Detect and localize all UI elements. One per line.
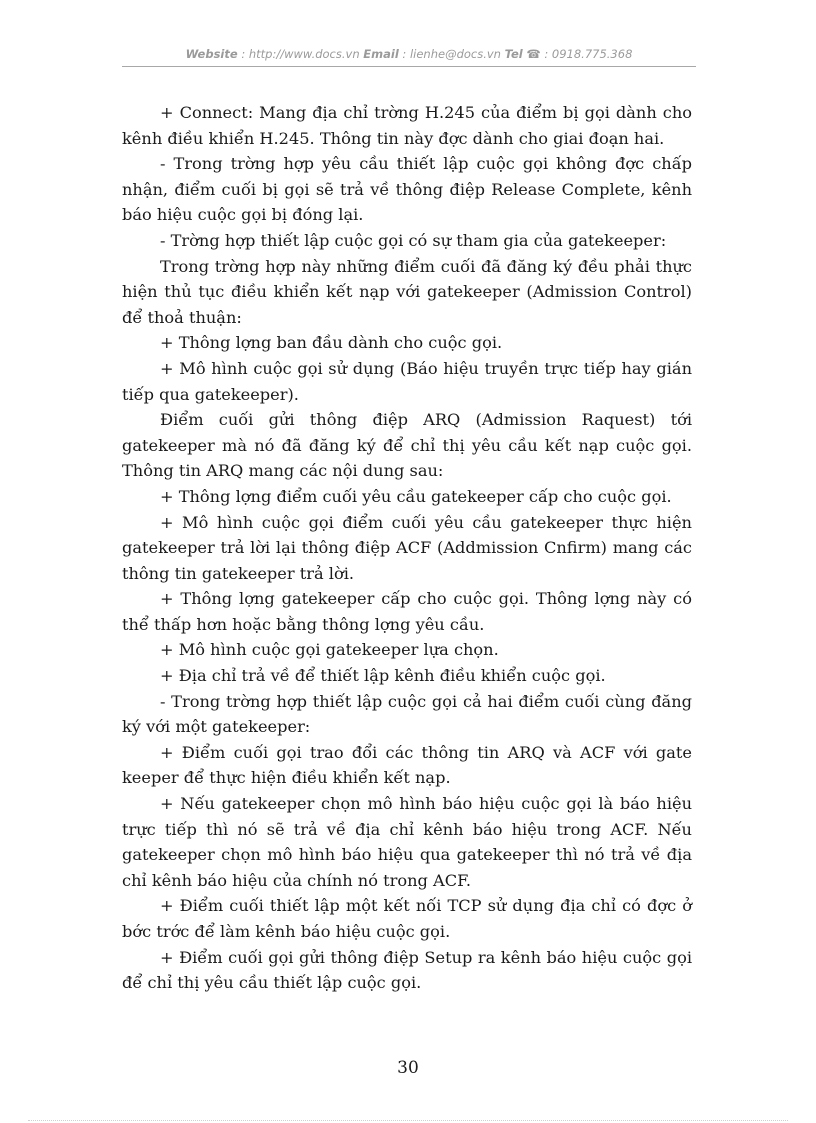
paragraph: + Thông lợng gatekeeper cấp cho cuộc gọi. Thông lợng này có thể thấp hơn hoặc bằng thông lợng yêu cầu. xyxy=(122,589,692,634)
tel-label: Tel xyxy=(504,47,523,61)
paragraph: - Trong trờng hợp thiết lập cuộc gọi cả hai điểm cuối cùng đăng ký với một gatekeeper: xyxy=(122,691,692,737)
website-label: Website xyxy=(185,47,238,61)
paragraph: + Điểm cuối gọi trao đổi các thông tin ARQ và ACF với gate keeper để thực hiện điều khiển kết nạp. xyxy=(122,742,692,788)
page-number: 30 xyxy=(397,1058,419,1078)
paragraph: + Mô hình cuộc gọi điểm cuối yêu cầu gatekeeper thực hiện gatekeeper trả lời lại thông điệp ACF (Addmission Cnfirm) mang các thông tin gatekeeper trả lời. xyxy=(122,512,692,583)
paragraph: - Trong trờng hợp yêu cầu thiết lập cuộc gọi không đợc chấp nhận, điểm cuối bị gọi sẽ trả về thông điệp Release Complete, kênh báo hiệu cuộc gọi bị đóng lại. xyxy=(122,154,692,225)
paragraph: + Điểm cuối gọi gửi thông điệp Setup ra kênh báo hiệu cuộc gọi để chỉ thị yêu cầu thiết lập cuộc gọi. xyxy=(122,947,692,993)
header-divider xyxy=(122,66,696,67)
paragraph: + Điểm cuối thiết lập một kết nối TCP sử dụng địa chỉ có đợc ở bớc trớc để làm kênh báo hiệu cuộc gọi. xyxy=(122,896,692,941)
paragraph: + Mô hình cuộc gọi sử dụng (Báo hiệu truyền trực tiếp hay gián tiếp qua gatekeeper). xyxy=(122,358,692,404)
document-body xyxy=(122,100,692,996)
email-label: Email xyxy=(363,47,399,61)
page-header xyxy=(122,47,696,61)
footer-divider xyxy=(28,1120,788,1121)
paragraph: + Connect: Mang địa chỉ trờng H.245 của điểm bị gọi dành cho kênh điều khiển H.245. Thông tin này đợc dành cho giai đoạn hai. xyxy=(122,103,692,148)
paragraph: - Trờng hợp thiết lập cuộc gọi có sự tham gia của gatekeeper: xyxy=(160,230,667,250)
paragraph: + Mô hình cuộc gọi gatekeeper lựa chọn. xyxy=(160,640,499,660)
paragraph: Điểm cuối gửi thông điệp ARQ (Admission Raquest) tới gatekeeper mà nó đã đăng ký để chỉ thị yêu cầu kết nạp cuộc gọi. Thông tin ARQ mang các nội dung sau: xyxy=(122,410,692,481)
email-value: : lienhe@docs.vn xyxy=(398,47,505,61)
paragraph: + Thông lợng ban đầu dành cho cuộc gọi. xyxy=(160,333,503,353)
paragraph: Trong trờng hợp này những điểm cuối đã đăng ký đều phải thực hiện thủ tục điều khiển kết nạp với gatekeeper (Admission Control) để thoả thuận: xyxy=(122,256,692,327)
paragraph: + Thông lợng điểm cuối yêu cầu gatekeeper cấp cho cuộc gọi. xyxy=(160,486,672,506)
tel-value: : 0918.775.368 xyxy=(540,47,633,61)
website-value: : http://www.docs.vn xyxy=(237,47,364,61)
paragraph: + Địa chỉ trả về để thiết lập kênh điều khiển cuộc gọi. xyxy=(160,666,606,686)
paragraph: + Nếu gatekeeper chọn mô hình báo hiệu cuộc gọi là báo hiệu trực tiếp thì nó sẽ trả về địa chỉ kênh báo hiệu trong ACF. Nếu gatekeeper chọn mô hình báo hiệu qua gatekeeper thì nó trả về địa chỉ kênh báo hiệu của chính nó trong ACF. xyxy=(122,794,692,890)
telephone-icon: ☎ xyxy=(526,47,541,61)
